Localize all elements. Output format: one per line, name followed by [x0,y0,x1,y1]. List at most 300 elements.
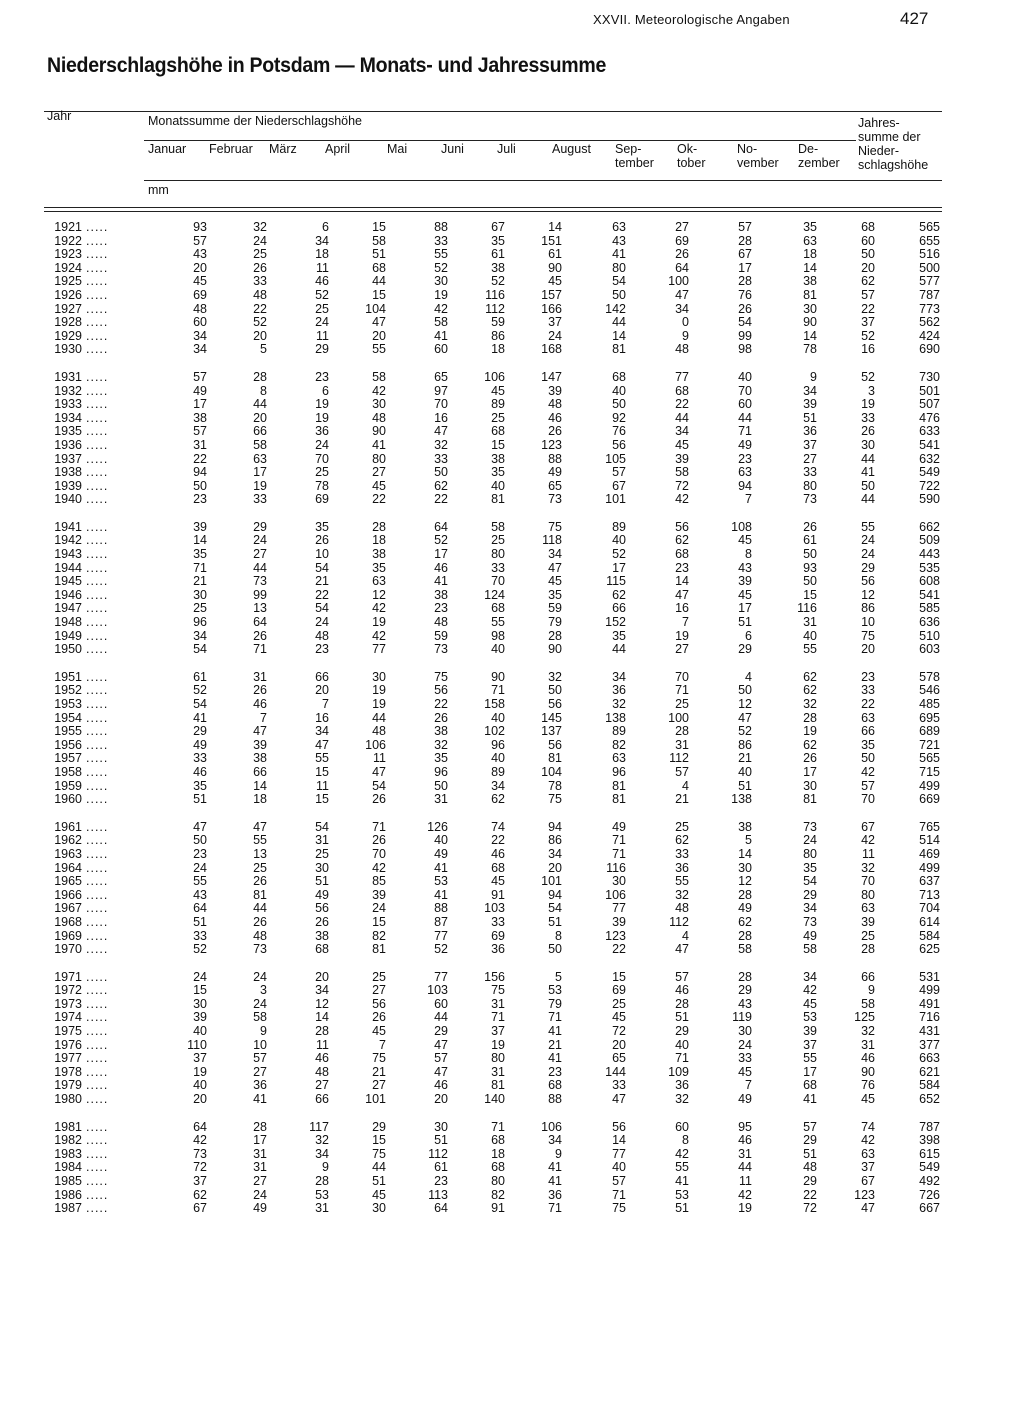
monthly-value-cell: 68 [675,547,689,562]
monthly-value-cell: 97 [434,383,448,398]
year-cell: 1937 [54,451,82,466]
monthly-value-cell: 33 [738,1051,752,1066]
annual-sum-cell: 565 [919,751,940,766]
monthly-value-cell: 41 [193,710,207,725]
monthly-value-cell: 54 [315,560,329,575]
monthly-value-cell: 45 [372,478,386,493]
table-row [40,1175,940,1189]
monthly-value-cell: 34 [315,233,329,248]
monthly-value-cell: 20 [612,1037,626,1052]
monthly-value-cell: 23 [861,669,875,684]
monthly-value-cell: 46 [434,1078,448,1093]
table-row [40,1039,940,1053]
table-row [40,684,940,698]
monthly-value-cell: 57 [675,969,689,984]
monthly-value-cell: 35 [193,547,207,562]
monthly-value-cell: 49 [738,901,752,916]
monthly-value-cell: 53 [315,1187,329,1202]
monthly-value-cell: 42 [434,301,448,316]
header-month [148,142,186,156]
monthly-value-cell: 22 [612,942,626,957]
monthly-value-cell: 124 [484,587,505,602]
annual-sum-cell: 491 [919,996,940,1011]
monthly-value-cell: 27 [253,547,267,562]
year-cell: 1977 [54,1051,82,1066]
decade-gap [40,507,940,521]
table-row [40,493,940,507]
leader-dots: ..... [86,1024,109,1039]
monthly-value-cell: 23 [193,846,207,861]
monthly-value-cell: 35 [548,587,562,602]
monthly-value-cell: 24 [253,1187,267,1202]
monthly-value-cell: 87 [434,914,448,929]
monthly-value-cell: 39 [372,887,386,902]
monthly-value-cell: 47 [675,942,689,957]
monthly-value-cell: 52 [253,315,267,330]
monthly-value-cell: 45 [491,383,505,398]
table-row [40,712,940,726]
monthly-value-cell: 9 [322,1160,329,1175]
monthly-value-cell: 34 [803,901,817,916]
monthly-value-cell: 67 [861,1174,875,1188]
monthly-value-cell: 14 [548,220,562,234]
monthly-value-cell: 21 [548,1037,562,1052]
monthly-value-cell: 20 [372,328,386,343]
monthly-value-cell: 78 [315,478,329,493]
monthly-value-cell: 73 [434,642,448,657]
monthly-value-cell: 43 [193,887,207,902]
monthly-value-cell: 71 [193,560,207,575]
monthly-value-cell: 63 [253,451,267,466]
monthly-value-cell: 32 [861,860,875,875]
monthly-value-cell: 61 [803,533,817,548]
monthly-value-cell: 80 [803,846,817,861]
annual-sum-cell: 704 [919,901,940,916]
monthly-value-cell: 27 [372,465,386,480]
monthly-value-cell: 21 [372,1064,386,1079]
annual-sum-cell: 535 [919,560,940,575]
monthly-value-cell: 47 [193,819,207,834]
year-cell: 1987 [54,1201,82,1216]
monthly-value-cell: 80 [612,260,626,275]
monthly-value-cell: 47 [675,287,689,302]
monthly-value-cell: 47 [315,737,329,752]
annual-sum-cell: 773 [919,301,940,316]
table-row [40,575,940,589]
table-row [40,1025,940,1039]
monthly-value-cell: 24 [861,533,875,548]
monthly-value-cell: 90 [491,669,505,684]
monthly-value-cell: 45 [803,996,817,1011]
monthly-value-cell: 41 [548,1051,562,1066]
table-row [40,562,940,576]
monthly-value-cell: 112 [485,301,505,316]
monthly-value-cell: 68 [861,220,875,234]
monthly-value-cell: 24 [315,315,329,330]
monthly-value-cell: 28 [738,274,752,289]
year-cell: 1972 [54,983,82,998]
monthly-value-cell: 35 [193,778,207,793]
table-row [40,1148,940,1162]
year-cell: 1940 [54,492,82,507]
annual-sum-cell: 637 [919,874,940,889]
annual-sum-cell: 584 [919,928,940,943]
leader-dots: ..... [86,942,109,957]
monthly-value-cell: 49 [253,1201,267,1216]
monthly-value-cell: 44 [372,274,386,289]
monthly-value-cell: 20 [253,328,267,343]
annual-sum-cell: 667 [919,1201,940,1216]
monthly-value-cell: 73 [253,942,267,957]
leader-dots: ..... [86,724,109,739]
monthly-value-cell: 66 [861,724,875,739]
monthly-value-cell: 35 [491,233,505,248]
monthly-value-cell: 30 [315,860,329,875]
monthly-value-cell: 104 [541,764,562,779]
table-row [40,834,940,848]
monthly-value-cell: 106 [541,1119,562,1134]
table-row [40,439,940,453]
monthly-value-cell: 123 [854,1187,875,1202]
monthly-value-cell: 31 [315,833,329,848]
monthly-value-cell: 18 [253,792,267,807]
monthly-value-cell: 5 [555,969,562,984]
monthly-value-cell: 8 [682,1133,689,1148]
monthly-value-cell: 71 [491,683,505,698]
monthly-value-cell: 26 [861,424,875,439]
monthly-value-cell: 40 [612,533,626,548]
monthly-value-cell: 74 [861,1119,875,1134]
monthly-value-cell: 142 [605,301,626,316]
monthly-value-cell: 47 [612,1092,626,1107]
leader-dots: ..... [86,301,109,316]
monthly-value-cell: 45 [548,574,562,589]
annual-sum-cell: 424 [919,328,940,343]
annual-sum-cell: 516 [919,247,940,262]
monthly-value-cell: 27 [253,1064,267,1079]
monthly-value-cell: 26 [372,792,386,807]
monthly-value-cell: 80 [491,547,505,562]
monthly-value-cell: 31 [861,1037,875,1052]
monthly-value-cell: 52 [315,287,329,302]
header-month [615,142,654,170]
monthly-value-cell: 45 [738,533,752,548]
header-month [387,142,407,156]
monthly-value-cell: 25 [861,928,875,943]
monthly-value-cell: 30 [372,669,386,684]
monthly-value-cell: 81 [372,942,386,957]
decade-gap [40,1107,940,1121]
monthly-value-cell: 50 [803,547,817,562]
monthly-value-cell: 51 [372,1174,386,1188]
monthly-value-cell: 71 [675,1051,689,1066]
monthly-value-cell: 25 [253,247,267,262]
monthly-value-cell: 17 [253,1133,267,1148]
monthly-value-cell: 42 [372,860,386,875]
monthly-value-cell: 49 [193,383,207,398]
year-cell: 1951 [54,669,82,684]
monthly-value-cell: 54 [315,819,329,834]
monthly-value-cell: 64 [253,615,267,630]
monthly-value-cell: 33 [253,492,267,507]
monthly-value-cell: 118 [542,533,562,548]
monthly-value-cell: 40 [193,1024,207,1039]
page-number: 427 [900,9,929,28]
monthly-value-cell: 17 [434,547,448,562]
monthly-value-cell: 20 [861,642,875,657]
monthly-value-cell: 23 [738,451,752,466]
monthly-value-cell: 32 [675,1092,689,1107]
header-monatssumme: Monatssumme der Niederschlagshöhe [148,114,362,128]
monthly-value-cell: 28 [861,942,875,957]
year-cell: 1978 [54,1064,82,1079]
monthly-value-cell: 46 [548,410,562,425]
monthly-value-cell: 47 [372,315,386,330]
annual-sum-cell: 499 [919,983,940,998]
monthly-value-cell: 68 [491,424,505,439]
leader-dots: ..... [86,233,109,248]
monthly-value-cell: 38 [193,410,207,425]
leader-dots: ..... [86,220,109,234]
leader-dots: ..... [86,574,109,589]
monthly-value-cell: 52 [193,942,207,957]
monthly-value-cell: 34 [315,1146,329,1161]
header-month-line: Sep- [615,142,642,156]
year-cell: 1974 [54,1010,82,1025]
monthly-value-cell: 60 [434,342,448,357]
table-row [40,943,940,957]
year-cell: 1965 [54,874,82,889]
monthly-value-cell: 48 [253,287,267,302]
monthly-value-cell: 15 [372,914,386,929]
table-row [40,289,940,303]
table-row [40,480,940,494]
annual-sum-cell: 398 [919,1133,940,1148]
header-month [441,142,464,156]
year-cell: 1982 [54,1133,82,1148]
monthly-value-cell: 43 [193,247,207,262]
monthly-value-cell: 126 [427,819,448,834]
leader-dots: ..... [86,424,109,439]
monthly-value-cell: 56 [434,683,448,698]
monthly-value-cell: 7 [322,697,329,711]
monthly-value-cell: 45 [372,1187,386,1202]
monthly-value-cell: 52 [612,547,626,562]
leader-dots: ..... [86,260,109,275]
monthly-value-cell: 151 [541,233,562,248]
year-cell: 1979 [54,1078,82,1093]
annual-sum-cell: 469 [919,846,940,861]
leader-dots: ..... [86,969,109,984]
annual-sum-cell: 476 [919,410,940,425]
year-cell: 1953 [54,697,82,711]
monthly-value-cell: 47 [548,560,562,575]
monthly-value-cell: 26 [372,1010,386,1025]
monthly-value-cell: 18 [372,533,386,548]
year-cell: 1983 [54,1146,82,1161]
leader-dots: ..... [86,601,109,616]
monthly-value-cell: 19 [372,683,386,698]
monthly-value-cell: 51 [738,778,752,793]
monthly-value-cell: 98 [738,342,752,357]
monthly-value-cell: 101 [605,492,626,507]
monthly-value-cell: 15 [803,587,817,602]
monthly-value-cell: 0 [682,315,689,330]
table-row [40,1011,940,1025]
monthly-value-cell: 24 [372,901,386,916]
monthly-value-cell: 22 [861,301,875,316]
year-cell: 1971 [54,969,82,984]
monthly-value-cell: 27 [803,451,817,466]
monthly-value-cell: 27 [253,1174,267,1188]
monthly-value-cell: 125 [854,1010,875,1025]
monthly-value-cell: 42 [372,628,386,643]
monthly-value-cell: 51 [675,1201,689,1216]
monthly-value-cell: 31 [193,437,207,452]
monthly-value-cell: 29 [315,342,329,357]
year-cell: 1921 [54,220,82,234]
monthly-value-cell: 7 [379,1037,386,1052]
leader-dots: ..... [86,533,109,548]
monthly-value-cell: 73 [803,819,817,834]
year-cell: 1950 [54,642,82,657]
monthly-value-cell: 36 [612,683,626,698]
monthly-value-cell: 52 [861,328,875,343]
annual-sum-cell: 615 [919,1146,940,1161]
monthly-value-cell: 30 [434,1119,448,1134]
table-row [40,780,940,794]
annual-sum-cell: 669 [919,792,940,807]
monthly-value-cell: 19 [738,1201,752,1216]
monthly-value-cell: 9 [868,983,875,998]
monthly-value-cell: 34 [548,1133,562,1148]
year-cell: 1945 [54,574,82,589]
table-row [40,534,940,548]
monthly-value-cell: 37 [861,315,875,330]
monthly-value-cell: 25 [315,301,329,316]
monthly-value-cell: 81 [803,287,817,302]
leader-dots: ..... [86,451,109,466]
annual-sum-cell: 499 [919,778,940,793]
year-cell: 1980 [54,1092,82,1107]
monthly-value-cell: 66 [315,669,329,684]
monthly-value-cell: 75 [434,669,448,684]
monthly-value-cell: 12 [861,587,875,602]
header-month-line: April [325,142,351,156]
monthly-value-cell: 40 [193,1078,207,1093]
monthly-value-cell: 69 [193,287,207,302]
monthly-value-cell: 44 [612,642,626,657]
header-jahressumme-line: Nieder- [858,144,899,158]
monthly-value-cell: 50 [193,833,207,848]
monthly-value-cell: 26 [315,533,329,548]
monthly-value-cell: 115 [606,574,626,589]
monthly-value-cell: 24 [253,533,267,548]
annual-sum-cell: 565 [919,220,940,234]
monthly-value-cell: 44 [253,397,267,412]
monthly-value-cell: 30 [803,778,817,793]
monthly-value-cell: 39 [253,737,267,752]
header-month-line: De- [798,142,819,156]
monthly-value-cell: 34 [491,778,505,793]
monthly-value-cell: 47 [434,1037,448,1052]
year-cell: 1968 [54,914,82,929]
monthly-value-cell: 22 [315,587,329,602]
annual-sum-cell: 690 [919,342,940,357]
table-row [40,984,940,998]
monthly-value-cell: 66 [253,764,267,779]
monthly-value-cell: 116 [797,601,817,616]
monthly-value-cell: 71 [675,683,689,698]
annual-sum-cell: 499 [919,860,940,875]
monthly-value-cell: 63 [803,233,817,248]
monthly-value-cell: 25 [315,465,329,480]
monthly-value-cell: 79 [548,996,562,1011]
monthly-value-cell: 68 [491,1133,505,1148]
monthly-value-cell: 71 [491,1010,505,1025]
monthly-value-cell: 64 [193,1119,207,1134]
decade-gap [40,807,940,821]
year-cell: 1948 [54,615,82,630]
monthly-value-cell: 29 [193,724,207,739]
header-month [798,142,840,170]
leader-dots: ..... [86,887,109,902]
monthly-value-cell: 9 [682,328,689,343]
table-row [40,1093,940,1107]
monthly-value-cell: 41 [548,1160,562,1175]
monthly-value-cell: 24 [803,833,817,848]
table-row [40,916,940,930]
monthly-value-cell: 46 [315,1051,329,1066]
monthly-value-cell: 70 [861,874,875,889]
leader-dots: ..... [86,492,109,507]
monthly-value-cell: 22 [253,301,267,316]
year-cell: 1954 [54,710,82,725]
header-month [269,142,297,156]
monthly-value-cell: 71 [612,833,626,848]
monthly-value-cell: 58 [861,996,875,1011]
monthly-value-cell: 77 [612,901,626,916]
leader-dots: ..... [86,628,109,643]
monthly-value-cell: 94 [548,819,562,834]
monthly-value-cell: 70 [861,792,875,807]
monthly-value-cell: 31 [253,1146,267,1161]
monthly-value-cell: 17 [803,1064,817,1079]
annual-sum-cell: 377 [919,1037,940,1052]
monthly-value-cell: 105 [605,451,626,466]
monthly-value-cell: 49 [612,819,626,834]
table-row [40,316,940,330]
annual-sum-cell: 501 [919,383,940,398]
monthly-value-cell: 58 [738,942,752,957]
table-row [40,425,940,439]
monthly-value-cell: 113 [428,1187,448,1202]
monthly-value-cell: 65 [548,478,562,493]
monthly-value-cell: 72 [193,1160,207,1175]
monthly-value-cell: 33 [434,451,448,466]
leader-dots: ..... [86,478,109,493]
monthly-value-cell: 90 [803,315,817,330]
monthly-value-cell: 32 [548,669,562,684]
monthly-value-cell: 36 [491,942,505,957]
monthly-value-cell: 29 [253,519,267,534]
monthly-value-cell: 52 [434,260,448,275]
leader-dots: ..... [86,1201,109,1216]
table-row [40,398,940,412]
monthly-value-cell: 43 [738,996,752,1011]
monthly-value-cell: 88 [548,451,562,466]
monthly-value-cell: 29 [803,1133,817,1148]
